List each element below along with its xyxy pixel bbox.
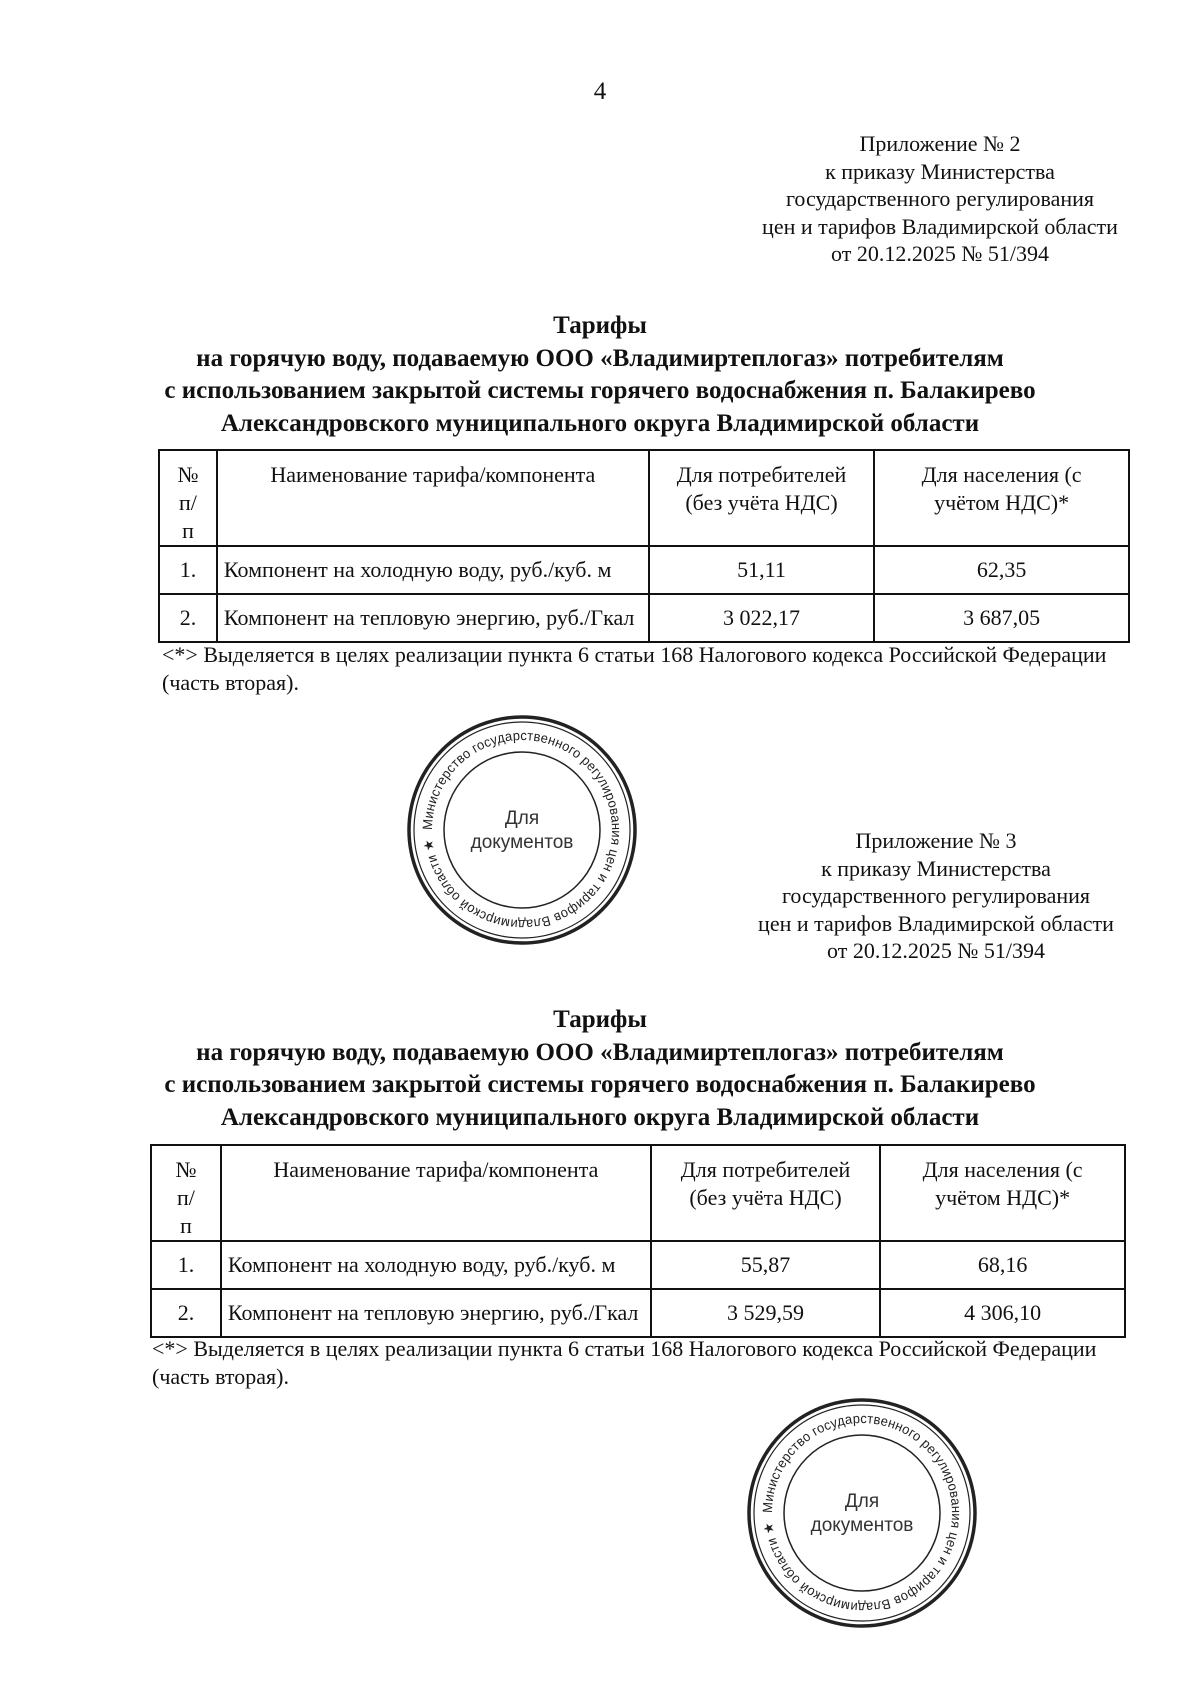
appendix-line: Приложение № 2	[859, 131, 1021, 156]
cell-consumers: 3 529,59	[651, 1289, 880, 1337]
cell-consumers: 55,87	[651, 1241, 880, 1289]
footnote: <*> Выделяется в целях реализации пункта 6 статьи 168 Налогового кодекса Российской Федерации (часть вторая).	[152, 1336, 1097, 1389]
stamp-outer-ring	[749, 1400, 975, 1626]
stamp-graphic	[744, 1395, 980, 1631]
cell-num: 2.	[159, 594, 217, 642]
stamp-inner-ring	[414, 722, 630, 938]
stamp-center-ring	[784, 1435, 940, 1591]
header-population: Для населения (с учётом НДС)*	[874, 450, 1129, 546]
appendix-line: Приложение № 3	[855, 828, 1017, 853]
stamp-center-line: документов	[810, 1515, 914, 1536]
cell-num: 1.	[151, 1241, 221, 1289]
title-line: Тарифы	[553, 1006, 647, 1033]
cell-name: Компонент на тепловую энергию, руб./Гкал	[221, 1289, 651, 1337]
appendix-line: государственного регулирования	[785, 186, 1095, 211]
table-header-row	[151, 1145, 1125, 1241]
header-num: № п/п	[151, 1145, 221, 1241]
cell-population: 3 687,05	[874, 594, 1129, 642]
stamp-center-line: Для	[844, 1491, 880, 1512]
title-line: с использованием закрытой системы горячего водоснабжения п. Балакирево	[164, 1071, 1036, 1098]
stamp-ring-text: Министерство государственного регулирования цен и тарифов Владимирской области ★	[759, 1410, 965, 1616]
official-stamp	[404, 712, 640, 948]
tariff-table	[158, 449, 1130, 643]
cell-num: 2.	[151, 1289, 221, 1337]
title-line: на горячую воду, подаваемую ООО «Владимиртеплогаз» потребителям	[196, 344, 1004, 372]
header-num: № п/п	[159, 450, 217, 546]
cell-population: 68,16	[880, 1241, 1125, 1289]
stamp-center-ring	[444, 752, 600, 908]
appendix-header	[726, 827, 1146, 965]
tariff-title	[0, 310, 1200, 440]
appendix-line: от 20.12.2025 № 51/394	[831, 241, 1049, 266]
cell-population: 4 306,10	[880, 1289, 1125, 1337]
appendix-line: к приказу Министерства	[821, 855, 1051, 881]
stamp-center-line: документов	[470, 832, 574, 853]
appendix-line: государственного регулирования	[781, 883, 1091, 908]
appendix-line: к приказу Министерства	[825, 158, 1055, 184]
cell-consumers: 3 022,17	[649, 594, 874, 642]
cell-name: Компонент на холодную воду, руб./куб. м	[217, 546, 649, 594]
stamp-ring-text: Министерство государственного регулирования цен и тарифов Владимирской области ★	[419, 727, 625, 933]
table-header-row	[159, 450, 1129, 546]
cell-num: 1.	[159, 546, 217, 594]
title-line: с использованием закрытой системы горячего водоснабжения п. Балакирево	[164, 377, 1036, 404]
header-population: Для населения (с учётом НДС)*	[880, 1145, 1125, 1241]
table-row	[159, 594, 1129, 642]
title-line: на горячую воду, подаваемую ООО «Владимиртеплогаз» потребителям	[196, 1038, 1004, 1066]
tariff-title	[0, 1004, 1200, 1134]
appendix-line: цен и тарифов Владимирской области	[762, 213, 1118, 239]
cell-name: Компонент на тепловую энергию, руб./Гкал	[217, 594, 649, 642]
header-name: Наименование тарифа/компонента	[221, 1145, 651, 1241]
stamp-outer-ring	[409, 717, 635, 943]
page-number: 4	[593, 78, 607, 105]
footnote: <*> Выделяется в целях реализации пункта 6 статьи 168 Налогового кодекса Российской Федерации (часть вторая).	[162, 642, 1107, 695]
table-row	[151, 1241, 1125, 1289]
cell-population: 62,35	[874, 546, 1129, 594]
appendix-line: от 20.12.2025 № 51/394	[827, 938, 1045, 963]
title-line: Александровского муниципального округа Владимирской области	[220, 1103, 980, 1131]
appendix-line: цен и тарифов Владимирской области	[758, 910, 1114, 936]
appendix-header	[730, 130, 1150, 268]
stamp-graphic	[404, 712, 640, 948]
title-line: Александровского муниципального округа Владимирской области	[220, 409, 980, 437]
stamp-inner-ring	[754, 1405, 970, 1621]
header-name: Наименование тарифа/компонента	[217, 450, 649, 546]
stamp-center-line: Для	[504, 808, 540, 829]
header-consumers: Для потребителей (без учёта НДС)	[649, 450, 874, 546]
official-stamp	[744, 1395, 980, 1631]
cell-consumers: 51,11	[649, 546, 874, 594]
cell-name: Компонент на холодную воду, руб./куб. м	[221, 1241, 651, 1289]
header-consumers: Для потребителей (без учёта НДС)	[651, 1145, 880, 1241]
table-row	[159, 546, 1129, 594]
table-row	[151, 1289, 1125, 1337]
title-line: Тарифы	[553, 312, 647, 339]
tariff-table	[150, 1144, 1126, 1338]
